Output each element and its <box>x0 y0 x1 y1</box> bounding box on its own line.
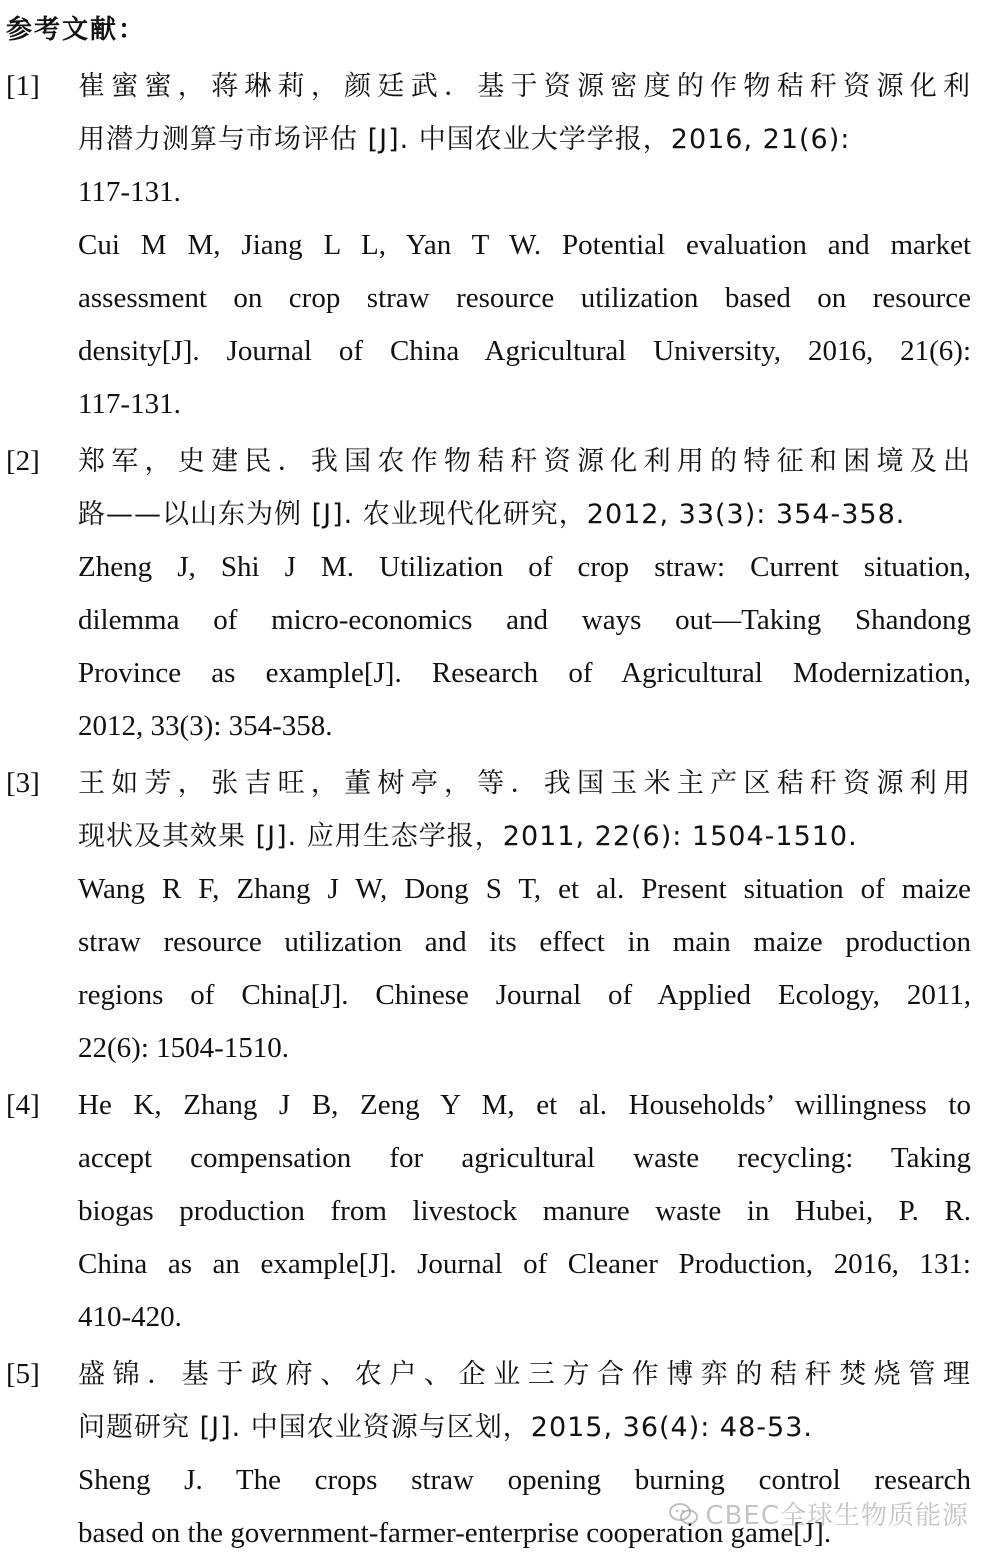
references-heading: 参考文献： <box>6 15 147 45</box>
reference-item <box>0 435 991 753</box>
reference-line: 117-131. <box>78 176 181 208</box>
watermark <box>669 1495 969 1532</box>
reference-line: 410-420. <box>78 1301 182 1333</box>
reference-line: 现状及其效果 [J]. 应用生态学报，2011, 22(6): 1504-1510. <box>78 821 858 852</box>
reference-line: assessment on crop straw resource utilization based on resource <box>78 282 971 314</box>
reference-line: 117-131. <box>78 388 181 420</box>
reference-line: 王如芳，张吉旺，董树亭，等．我国玉米主产区秸秆资源利用 <box>78 768 971 799</box>
reference-line: 郑军，史建民．我国农作物秸秆资源化利用的特征和困境及出 <box>78 446 971 477</box>
reference-line: 崔蜜蜜，蒋琳莉，颜廷武．基于资源密度的作物秸秆资源化利 <box>78 71 971 102</box>
reference-number: [1] <box>6 70 40 102</box>
reference-line: regions of China[J]. Chinese Journal of Applied Ecology, 2011, <box>78 979 971 1011</box>
reference-item <box>0 60 991 431</box>
reference-number: [3] <box>6 767 40 799</box>
wechat-icon <box>669 1502 699 1526</box>
reference-line: Cui M M, Jiang L L, Yan T W. Potential evaluation and market <box>78 229 971 261</box>
reference-line: accept compensation for agricultural waste recycling: Taking <box>78 1142 971 1174</box>
reference-line: 盛锦．基于政府、农户、企业三方合作博弈的秸秆焚烧管理 <box>78 1359 971 1390</box>
reference-line: Wang R F, Zhang J W, Dong S T, et al. Present situation of maize <box>78 873 971 905</box>
reference-line: 路——以山东为例 [J]. 农业现代化研究，2012, 33(3): 354-358. <box>78 499 906 530</box>
reference-line: 问题研究 [J]. 中国农业资源与区划，2015, 36(4): 48-53. <box>78 1412 813 1443</box>
reference-line: Sheng J. The crops straw opening burning control research <box>78 1464 971 1496</box>
reference-line: Province as example[J]. Research of Agricultural Modernization, <box>78 657 971 689</box>
reference-line: 用潜力测算与市场评估 [J]. 中国农业大学学报，2016, 21(6): <box>78 124 851 155</box>
reference-number: [2] <box>6 445 40 477</box>
reference-list <box>0 60 991 1564</box>
reference-line: He K, Zhang J B, Zeng Y M, et al. Households’ willingness to <box>78 1089 971 1121</box>
reference-number: [5] <box>6 1358 40 1390</box>
reference-line: Zheng J, Shi J M. Utilization of crop straw: Current situation, <box>78 551 971 583</box>
reference-line: China as an example[J]. Journal of Cleaner Production, 2016, 131: <box>78 1248 971 1280</box>
reference-item <box>0 1079 991 1344</box>
reference-line: density[J]. Journal of China Agricultural University, 2016, 21(6): <box>78 335 971 367</box>
reference-line: straw resource utilization and its effect in main maize production <box>78 926 971 958</box>
reference-line: biogas production from livestock manure waste in Hubei, P. R. <box>78 1195 971 1227</box>
reference-line: based on the government-farmer-enterprise cooperation game[J]. <box>78 1517 832 1549</box>
reference-line: dilemma of micro-economics and ways out—Taking Shandong <box>78 604 971 636</box>
watermark-text: CBEC全球生物质能源 <box>705 1501 969 1531</box>
reference-line: 22(6): 1504-1510. <box>78 1032 290 1064</box>
reference-item <box>0 757 991 1075</box>
reference-number: [4] <box>6 1089 40 1121</box>
reference-line: 2012, 33(3): 354-358. <box>78 710 333 742</box>
